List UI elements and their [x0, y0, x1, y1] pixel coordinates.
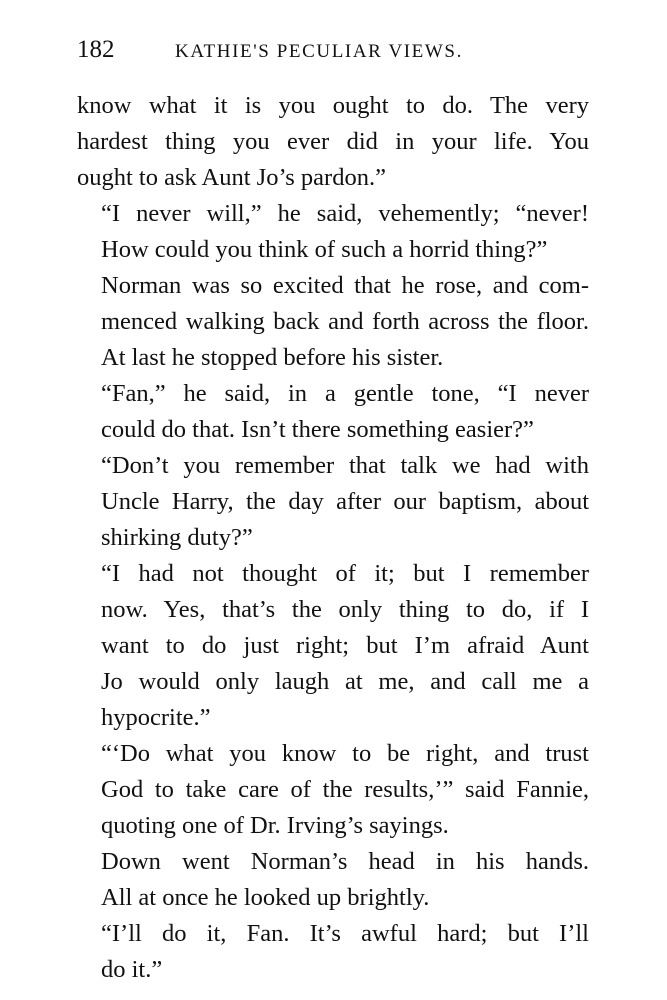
text-line: know what it is you ought to do. The very: [77, 92, 589, 119]
text-line: God to take care of the results,’” said Fannie,: [101, 776, 589, 803]
paragraph: [77, 844, 589, 916]
paragraph: [77, 376, 589, 448]
page-header: [77, 30, 589, 74]
text-line: Norman was so excited that he rose, and com-: [101, 272, 589, 299]
text-line: shirking duty?”: [101, 524, 253, 551]
book-page: [77, 30, 589, 988]
text-line: now. Yes, that’s the only thing to do, if I: [101, 596, 589, 623]
paragraph: [77, 556, 589, 736]
paragraph: [77, 916, 589, 988]
paragraph: [77, 448, 589, 556]
paragraph: [77, 196, 589, 268]
page-number: 182: [77, 36, 115, 63]
text-line: “Fan,” he said, in a gentle tone, “I never: [101, 380, 589, 407]
text-line: At last he stopped before his sister.: [101, 344, 444, 371]
text-line: quoting one of Dr. Irving’s sayings.: [101, 812, 449, 839]
text-line: How could you think of such a horrid thing?”: [101, 236, 548, 263]
text-line: “I had not thought of it; but I remember: [101, 560, 589, 587]
text-line: All at once he looked up brightly.: [101, 884, 430, 911]
text-line: Uncle Harry, the day after our baptism, about: [101, 488, 589, 515]
text-line: Jo would only laugh at me, and call me a: [101, 668, 589, 695]
text-line: want to do just right; but I’m afraid Aunt: [101, 632, 589, 659]
paragraph: [77, 268, 589, 376]
text-line: “Don’t you remember that talk we had with: [101, 452, 589, 479]
text-line: menced walking back and forth across the floor.: [101, 308, 589, 335]
text-line: “I’ll do it, Fan. It’s awful hard; but I’ll: [101, 920, 589, 947]
text-line: could do that. Isn’t there something easier?”: [101, 416, 534, 443]
text-line: do it.”: [101, 956, 163, 983]
text-line: hardest thing you ever did in your life. You: [77, 128, 589, 155]
paragraph: [77, 736, 589, 844]
text-line: hypocrite.”: [101, 704, 211, 731]
text-line: ought to ask Aunt Jo’s pardon.”: [77, 164, 386, 191]
text-line: “‘Do what you know to be right, and trust: [101, 740, 589, 767]
text-line: “I never will,” he said, vehemently; “never!: [101, 200, 589, 227]
paragraph: [77, 88, 589, 196]
body-text: [77, 88, 589, 988]
text-line: Down went Norman’s head in his hands.: [101, 848, 589, 875]
running-title: KATHIE'S PECULIAR VIEWS.: [175, 41, 463, 62]
